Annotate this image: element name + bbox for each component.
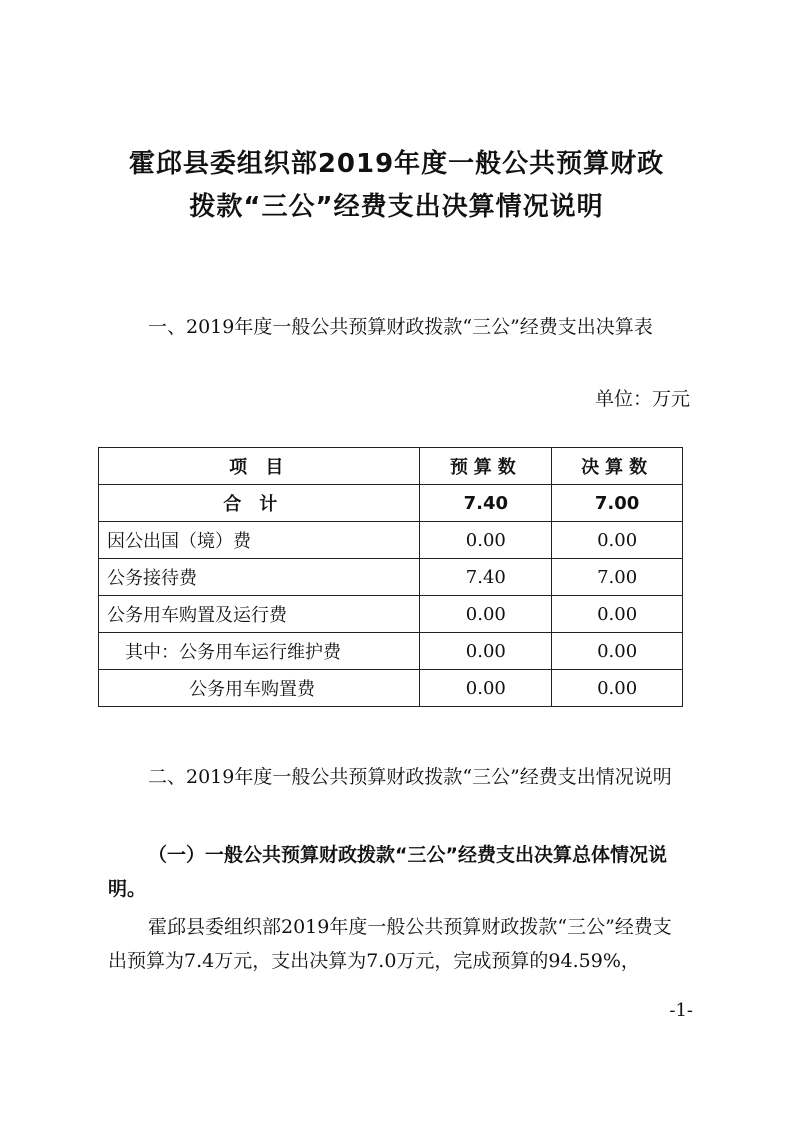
table-row [99,670,683,707]
row-label: 因公出国（境）费 [99,522,420,559]
header-actual: 决算数 [552,448,683,485]
table-row [99,596,683,633]
table-row [99,633,683,670]
row-actual: 7.00 [552,559,683,596]
row-actual: 0.00 [552,596,683,633]
table-row [99,522,683,559]
row-label: 公务用车购置及运行费 [99,596,420,633]
row-label: 其中：公务用车运行维护费 [99,633,420,670]
header-item: 项 目 [99,448,420,485]
row-budget: 0.00 [420,670,552,707]
row-label: 公务接待费 [99,559,420,596]
document-title-line-2: 拨款“三公”经费支出决算情况说明 [189,192,604,222]
row-budget: 7.40 [420,559,552,596]
row-label: 公务用车购置费 [99,670,420,707]
table-row [99,559,683,596]
table-header-row [99,448,683,485]
three-public-expenses-table [98,447,683,707]
document-title-line-1: 霍邱县委组织部2019年度一般公共预算财政 [128,149,665,179]
section-2-heading: 二、2019年度一般公共预算财政拨款“三公”经费支出情况说明 [148,766,672,788]
header-budget: 预算数 [420,448,552,485]
row-budget: 0.00 [420,633,552,670]
table-row-total [99,485,683,522]
paragraph-1: 霍邱县委组织部2019年度一般公共预算财政拨款“三公”经费支出预算为7.4万元，支出决算为7.0万元，完成预算的94.59%， [108,916,672,972]
total-label: 合计 [99,485,420,522]
total-actual: 7.00 [552,485,683,522]
subsection-1-heading: （一）一般公共预算财政拨款“三公”经费支出决算总体情况说明。 [108,844,667,900]
row-budget: 0.00 [420,596,552,633]
total-budget: 7.40 [420,485,552,522]
row-actual: 0.00 [552,522,683,559]
section-1-heading: 一、2019年度一般公共预算财政拨款“三公”经费支出决算表 [148,316,653,338]
page-number: -1- [669,1000,693,1021]
row-actual: 0.00 [552,670,683,707]
unit-label: 单位：万元 [594,388,690,410]
row-actual: 0.00 [552,633,683,670]
row-budget: 0.00 [420,522,552,559]
